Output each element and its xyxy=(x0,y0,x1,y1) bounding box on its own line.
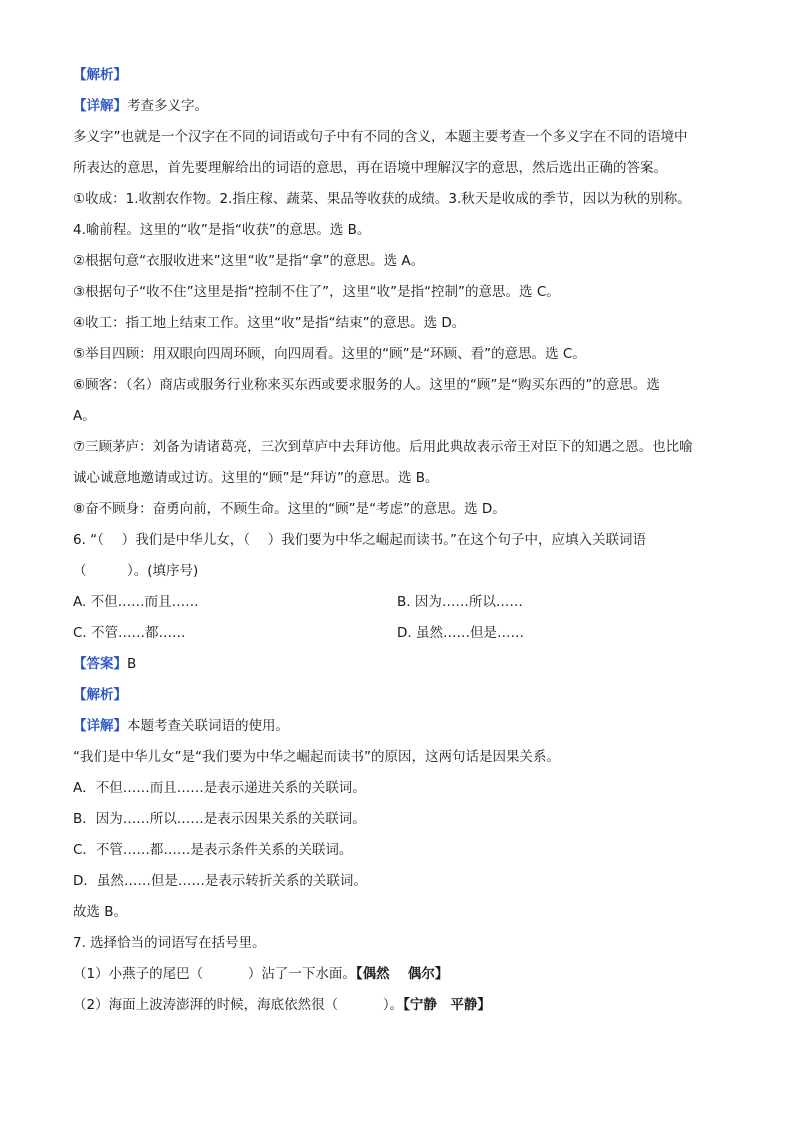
option-b: B. 因为……所以…… xyxy=(397,594,523,610)
paragraph-line: 所表达的意思，首先要理解给出的词语的意思，再在语境中理解汉字的意思，然后选出正确的答案。 xyxy=(73,160,667,176)
detail-tag: 【详解】 xyxy=(73,718,127,734)
question-7: 7. 选择恰当的词语写在括号里。 xyxy=(73,935,266,951)
paragraph-line: ②根据句意“衣服收进来”这里“收”是指“拿”的意思。选 A。 xyxy=(73,253,425,269)
paragraph-line: D．虽然……但是……是表示转折关系的关联词。 xyxy=(73,873,367,889)
paragraph-line: B．因为……所以……是表示因果关系的关联词。 xyxy=(73,811,366,827)
paragraph-line: C．不管……都……是表示条件关系的关联词。 xyxy=(73,842,353,858)
question-6: 6. “（ ）我们是中华儿女，（ ）我们要为中华之崛起而读书。”在这个句子中，应填入关联词语 xyxy=(73,532,646,548)
paragraph-line: ④收工：指工地上结束工作。这里“收”是指“结束”的意思。选 D。 xyxy=(73,315,466,331)
question-7-item-2 xyxy=(73,996,491,1014)
analysis-tag: 【解析】 xyxy=(73,67,127,83)
paragraph-line: 故选 B。 xyxy=(73,904,128,920)
paragraph-line: ③根据句子“收不住”这里是指“控制不住了”，这里“收”是指“控制”的意思。选 C。 xyxy=(73,284,560,300)
item-1-text: （1）小燕子的尾巴（ ）沾了一下水面。 xyxy=(73,966,356,982)
paragraph-line: 4.喻前程。这里的“收”是指“收获”的意思。选 B。 xyxy=(73,222,371,238)
paragraph-line: ⑧奋不顾身：奋勇向前，不顾生命。这里的“顾”是“考虑”的意思。选 D。 xyxy=(73,501,506,517)
answer-line xyxy=(73,655,136,673)
detail-text: 考查多义字。 xyxy=(127,98,208,114)
detail-line xyxy=(73,717,289,735)
option-a: A. 不但……而且…… xyxy=(73,594,199,610)
detail-tag: 【详解】 xyxy=(73,98,127,114)
option-d: D. 虽然……但是…… xyxy=(397,625,524,641)
answer-value: B xyxy=(127,656,137,672)
paragraph-line: ⑤举目四顾：用双眼向四周环顾，向四周看。这里的“顾”是“环顾、看”的意思。选 C。 xyxy=(73,346,586,362)
question-7-item-1 xyxy=(73,965,448,983)
paragraph-line: 诚心诚意地邀请或过访。这里的“顾”是“拜访”的意思。选 B。 xyxy=(73,470,439,486)
paragraph-line: 多义字”也就是一个汉字在不同的词语或句子中有不同的含义，本题主要考查一个多义字在不同的语境中 xyxy=(73,129,688,145)
question-6-blank: （ ）。(填序号) xyxy=(73,563,199,579)
answer-tag: 【答案】 xyxy=(73,656,127,672)
detail-text: 本题考查关联词语的使用。 xyxy=(127,718,289,734)
paragraph-line: A．不但……而且……是表示递进关系的关联词。 xyxy=(73,780,366,796)
paragraph-line: “我们是中华儿女”是“我们要为中华之崛起而读书”的原因，这两句话是因果关系。 xyxy=(73,749,560,765)
paragraph-line: ⑥顾客：（名）商店或服务行业称来买东西或要求服务的人。这里的“顾”是“购买东西的”的意思。选 xyxy=(73,377,660,393)
option-c: C. 不管……都…… xyxy=(73,625,186,641)
paragraph-line: ⑦三顾茅庐：刘备为请诸葛亮，三次到草庐中去拜访他。后用此典故表示帝王对臣下的知遇之恩。也比喻 xyxy=(73,439,693,455)
analysis-tag: 【解析】 xyxy=(73,687,127,703)
paragraph-line: ①收成：1.收割农作物。2.指庄稼、蔬菜、果品等收获的成绩。3.秋天是收成的季节，因以为秋的别称。 xyxy=(73,191,691,207)
item-2-choices: 【宁静 平静】 xyxy=(403,997,491,1013)
item-2-text: （2）海面上波涛澎湃的时候，海底依然很（ ）。 xyxy=(73,997,404,1013)
detail-line xyxy=(73,97,208,115)
item-1-choices: 【偶然 偶尔】 xyxy=(355,966,449,982)
paragraph-line: A。 xyxy=(73,408,96,424)
